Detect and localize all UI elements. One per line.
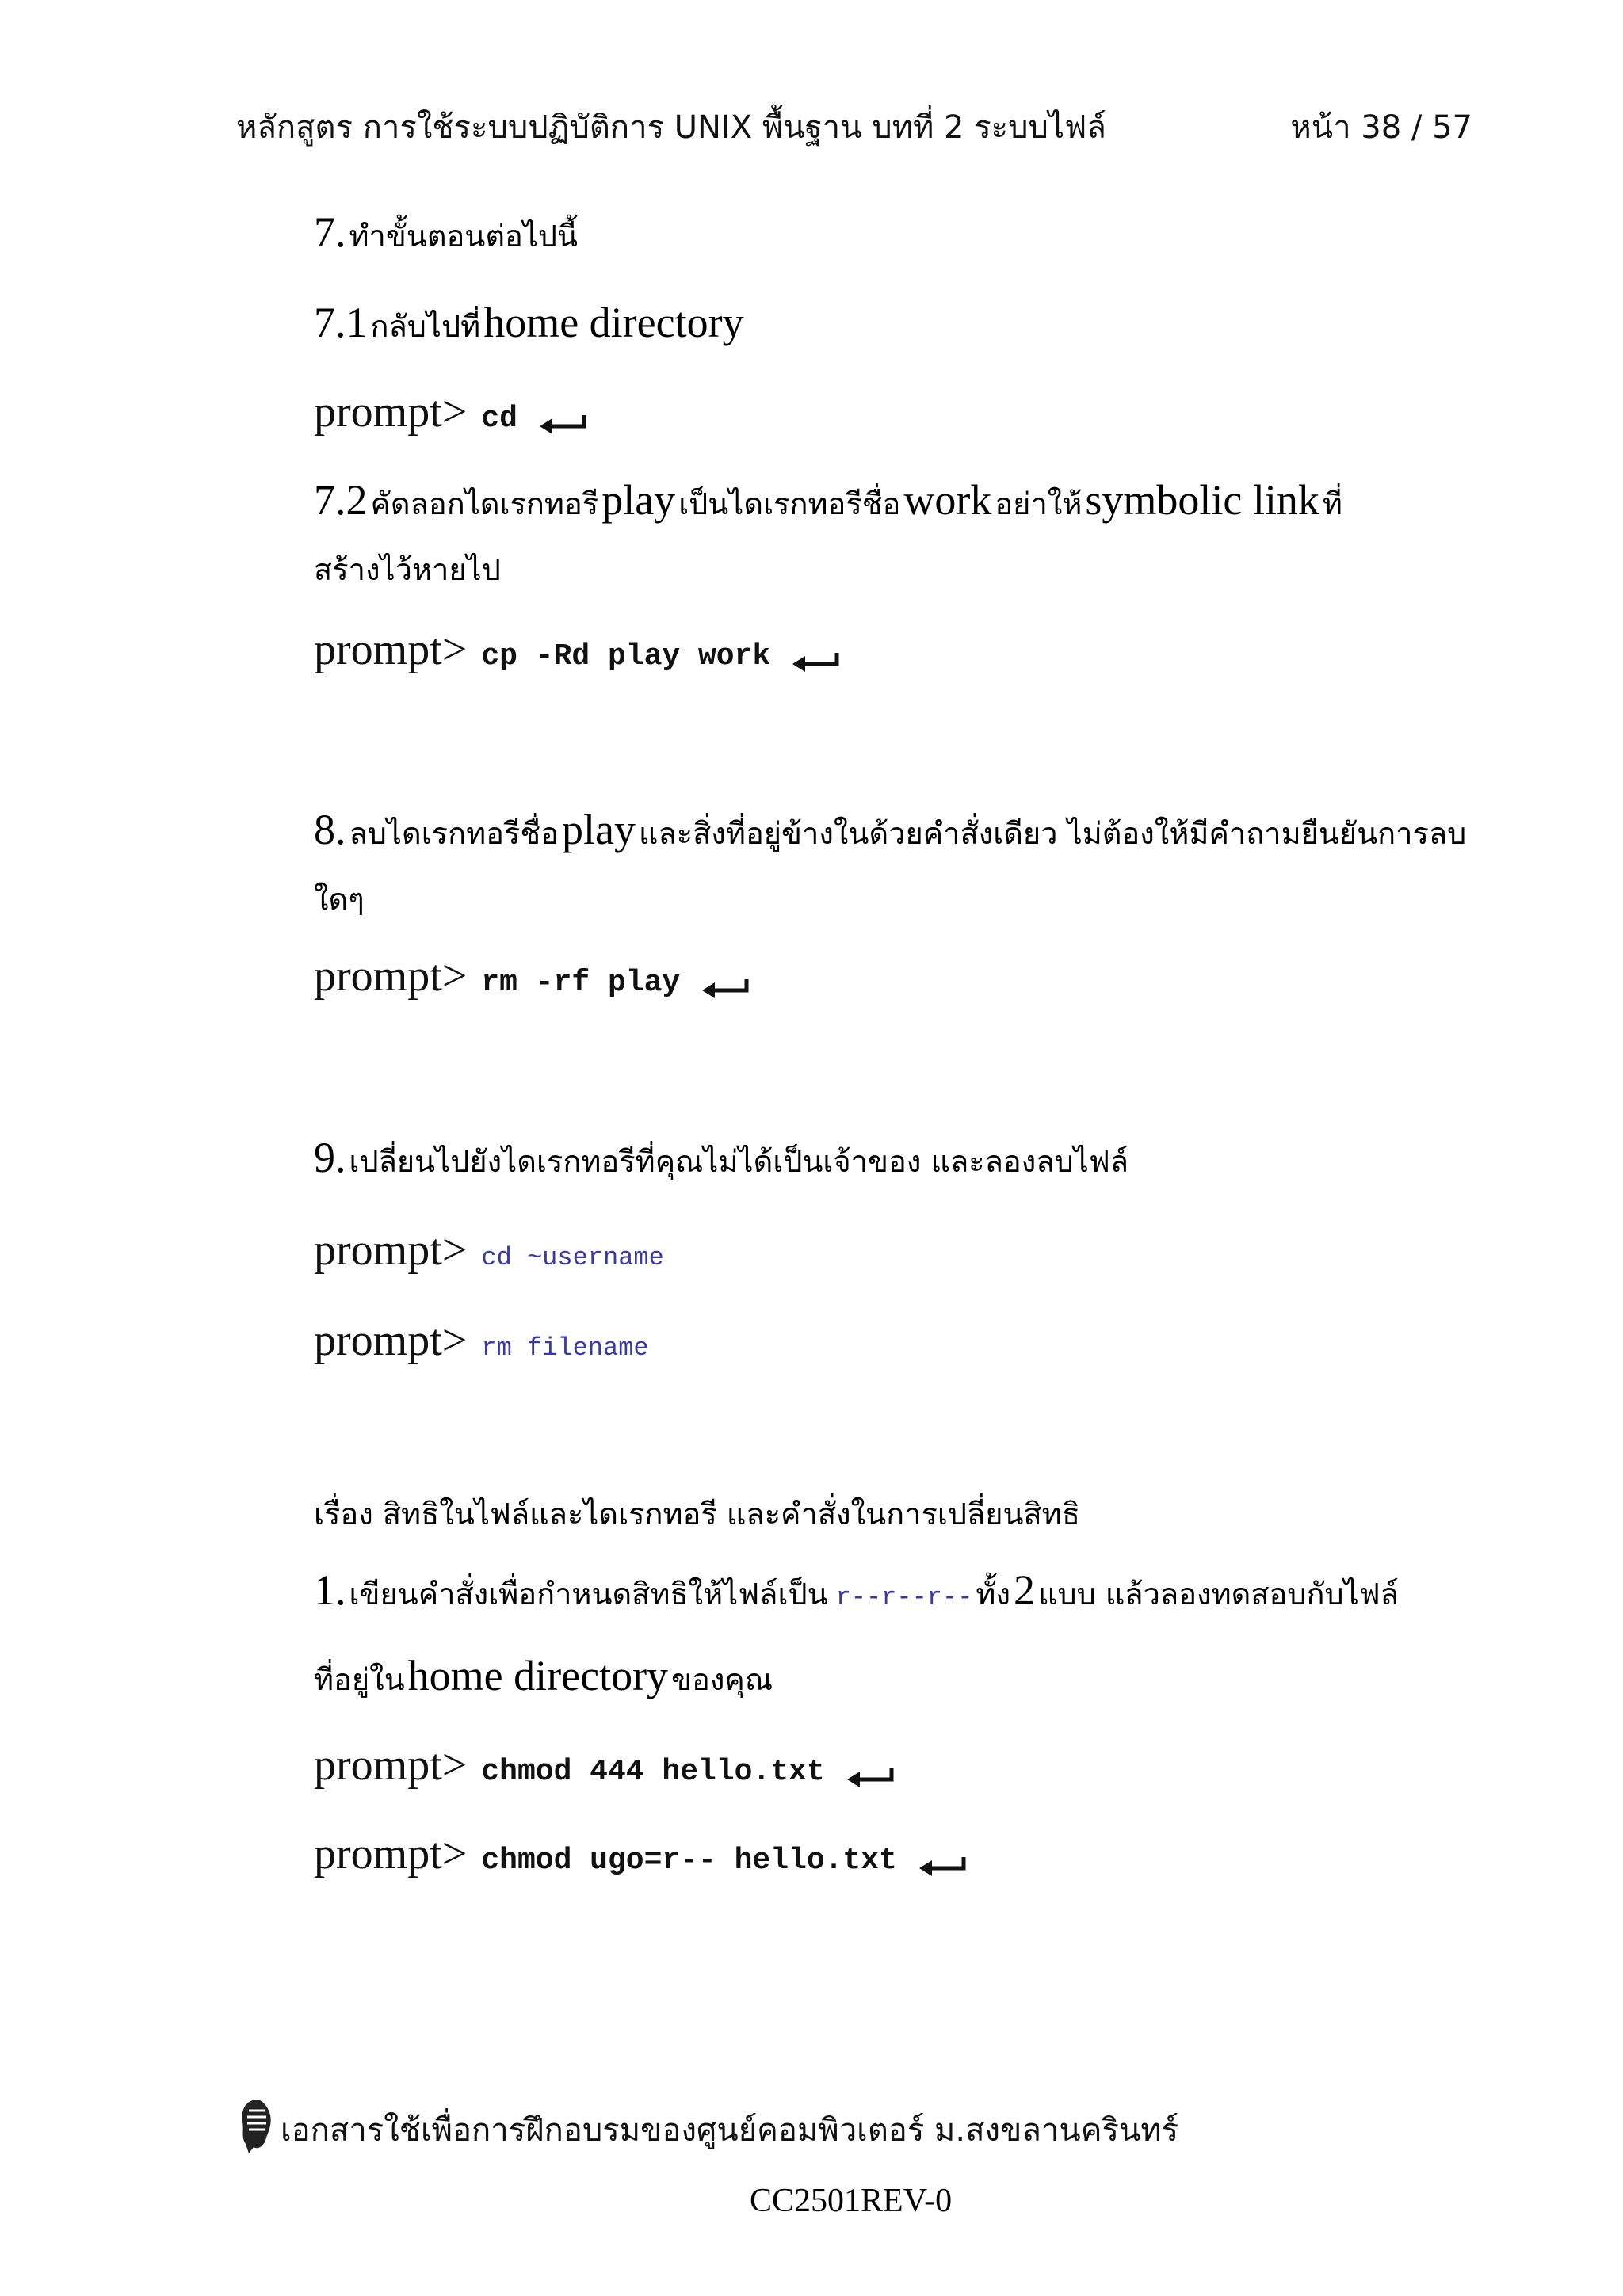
enter-arrow-icon <box>846 1764 895 1789</box>
step-number: 7.2 <box>314 476 368 524</box>
step-text: ของคุณ <box>671 1662 773 1697</box>
prompt-label: prompt> <box>314 1829 468 1878</box>
step-text: ทำขั้นตอนต่อไปนี้ <box>349 219 579 254</box>
step-7-heading <box>314 208 578 260</box>
step-text-en: home directory <box>483 299 744 346</box>
prompt-label: prompt> <box>314 1226 468 1275</box>
footer-org-text: เอกสารใช้เพื่อการฝึกอบรมของศูนย์คอมพิวเตอร์ ม.สงขลานครินทร์ <box>281 2112 1179 2149</box>
step-number: 7.1 <box>314 299 368 346</box>
step-text: ทั้ง <box>976 1577 1010 1611</box>
step-text: ลบไดเรกทอรีชื่อ <box>349 816 559 851</box>
section-item-1 <box>314 1566 1399 1618</box>
prompt-label: prompt> <box>314 1316 468 1365</box>
header-page-label: หน้า 38 / 57 <box>1290 109 1472 146</box>
university-logo <box>238 2098 274 2155</box>
step-number: 9. <box>314 1134 346 1181</box>
command-line <box>314 1740 895 1791</box>
step-text: แบบ แล้วลองทดสอบกับไฟล์ <box>1038 1577 1399 1611</box>
step-9 <box>314 1133 1128 1185</box>
command-text: cp -Rd play work <box>481 639 771 673</box>
enter-arrow-icon <box>791 648 840 673</box>
step-text: กลับไปที่ <box>370 309 481 344</box>
header-course-title: หลักสูตร การใช้ระบบปฏิบัติการ UNIX พื้นฐาน บทที่ 2 ระบบไฟล์ <box>236 109 1106 146</box>
prompt-label: prompt> <box>314 387 468 437</box>
step-text-en: home directory <box>407 1652 669 1699</box>
step-text: เขียนคำสั่งเพื่อกำหนดสิทธิให้ไฟล์เป็น <box>349 1577 828 1611</box>
step-8-line2: ใดๆ <box>314 882 365 917</box>
command-text: chmod ugo=r-- hello.txt <box>481 1844 897 1878</box>
step-text: ที่ <box>1322 486 1342 521</box>
prompt-label: prompt> <box>314 625 468 674</box>
step-text: เป็นไดเรกทอรีชื่อ <box>678 486 901 521</box>
step-text-en: symbolic link <box>1085 476 1319 524</box>
command-text: rm filename <box>481 1333 649 1363</box>
command-text: chmod 444 hello.txt <box>481 1755 825 1789</box>
command-line <box>314 1225 664 1276</box>
command-text: rm -rf play <box>481 966 681 1000</box>
section-title: เรื่อง สิทธิในไฟล์และไดเรกทอรี และคำสั่งในการเปลี่ยนสิทธิ <box>314 1497 1080 1531</box>
command-line <box>314 1315 649 1366</box>
command-text: cd <box>481 402 517 436</box>
step-text-en: play <box>562 806 636 853</box>
step-8 <box>314 805 1466 857</box>
step-text: เปลี่ยนไปยังไดเรกทอรีที่คุณไม่ได้เป็นเจ้าของ และลองลบไฟล์ <box>349 1144 1129 1179</box>
command-line <box>314 1829 967 1879</box>
command-line <box>314 951 750 1001</box>
footer-doc-code: CC2501REV-0 <box>750 2183 953 2219</box>
step-text-en: work <box>903 476 992 524</box>
step-7-2-line2: สร้างไว้หายไป <box>314 552 501 587</box>
enter-arrow-icon <box>918 1852 967 1878</box>
section-item-1-line2 <box>314 1651 773 1703</box>
command-text: cd ~username <box>481 1243 664 1272</box>
command-line <box>314 624 840 675</box>
step-text: ที่อยู่ใน <box>314 1662 405 1697</box>
enter-arrow-icon <box>701 974 750 1000</box>
step-number: 7. <box>314 208 346 256</box>
step-text: คัดลอกไดเรกทอรี <box>370 486 599 521</box>
permission-string: r--r--r-- <box>835 1583 973 1612</box>
step-number: 1. <box>314 1566 346 1614</box>
prompt-label: prompt> <box>314 952 468 1001</box>
prompt-label: prompt> <box>314 1741 468 1790</box>
step-text: อย่าให้ <box>995 486 1083 521</box>
step-text-en: play <box>601 476 676 524</box>
step-text: และสิ่งที่อยู่ข้างในด้วยคำสั่งเดียว ไม่ต้องให้มีคำถามยืนยันการลบ <box>638 816 1467 851</box>
command-line <box>314 387 587 437</box>
step-number-inline: 2 <box>1014 1566 1035 1614</box>
step-7-1 <box>314 298 744 350</box>
enter-arrow-icon <box>538 410 587 436</box>
step-number: 8. <box>314 806 346 853</box>
step-7-2 <box>314 475 1342 528</box>
